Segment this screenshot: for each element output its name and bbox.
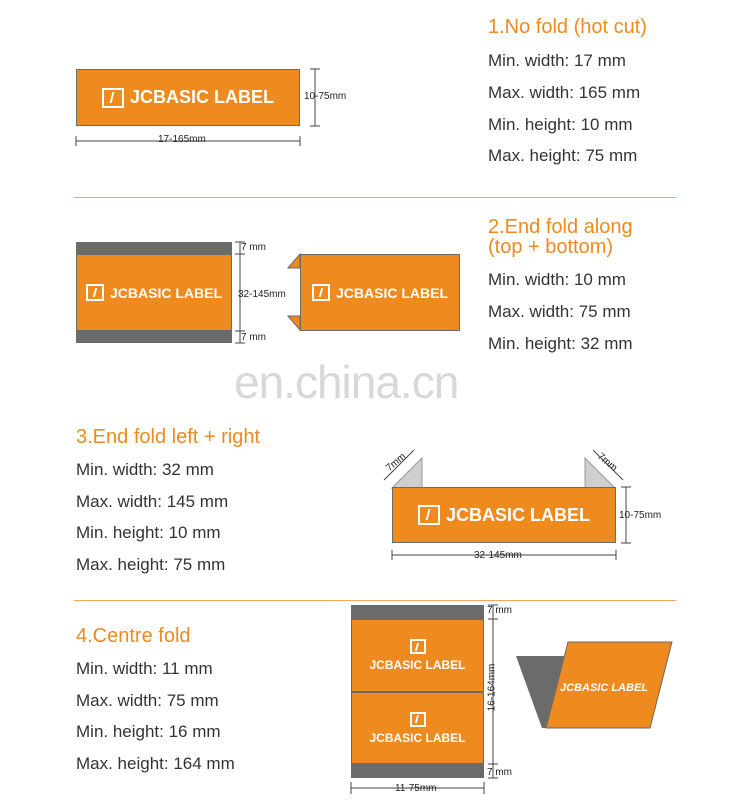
label-text: JCBASIC LABEL [369,658,466,672]
watermark-text: en.china.cn [234,356,459,408]
section4-spec-min-height: Min. height: 16 mm [76,722,221,741]
label-text: JCBASIC LABEL [129,87,274,107]
brand-logo-icon [312,284,330,301]
section2-spec-min-width: Min. width: 10 mm [488,270,626,289]
section1-title: 1.No fold (hot cut) [488,16,647,38]
section4-dimension-lines [345,600,505,800]
label-end-fold-folded [300,254,460,331]
section2-dim-top: 7 mm [241,242,266,253]
section3-dim-width: 32-145mm [474,550,522,561]
section1-dim-width: 17-165mm [158,134,206,145]
label-text: JCBASIC LABEL [445,504,590,525]
section2-title-line2: (top + bottom) [488,236,614,258]
section4-dim-top: 7 mm [487,605,512,616]
section2-dim-bottom: 7 mm [241,332,266,343]
section3-spec-min-width: Min. width: 32 mm [76,460,214,479]
fold-flap-top [76,242,232,254]
section1-spec-min-height: Min. height: 10 mm [488,115,633,134]
section1-spec-max-width: Max. width: 165 mm [488,83,641,102]
section3-dim-left-flap: 7mm [384,451,409,474]
section2-spec-min-height: Min. height: 32 mm [488,334,633,353]
section2-spec-max-width: Max. width: 75 mm [488,302,631,321]
section1-spec-max-height: Max. height: 75 mm [488,146,638,165]
section4-spec-max-height: Max. height: 164 mm [76,754,235,773]
section3-dim-right-flap: 7mm [595,451,620,474]
label-text: JCBASIC LABEL [335,284,448,301]
section1-spec-min-width: Min. width: 17 mm [488,51,626,70]
section3-spec-max-height: Max. height: 75 mm [76,555,226,574]
section2-dim-middle: 32-145mm [238,289,286,300]
label-centre-fold-angled [560,682,648,694]
section2-title-line1: 2.End fold along [488,216,633,238]
label-text: JCBASIC LABEL [560,682,649,694]
section1-dim-height: 10-75mm [304,91,347,102]
section4-dim-width: 11-75mm [395,783,437,794]
section4-spec-min-width: Min. width: 11 mm [76,659,213,678]
section4-title: 4.Centre fold [76,625,191,647]
label-text: JCBASIC LABEL [369,730,466,745]
section4-dim-height: 16-164mm [486,663,498,712]
brand-logo-icon [86,284,104,301]
label-text: JCBASIC LABEL [109,284,222,301]
section3-spec-min-height: Min. height: 10 mm [76,523,221,542]
section-divider [74,197,676,198]
section3-spec-max-width: Max. width: 145 mm [76,492,229,511]
section3-dim-height: 10-75mm [619,510,662,521]
section4-spec-max-width: Max. width: 75 mm [76,691,219,710]
section3-title: 3.End fold left + right [76,426,261,448]
fold-flap-bottom [76,331,232,343]
label-end-fold-flat [76,254,232,331]
section4-dim-bottom: 7 mm [487,767,512,778]
